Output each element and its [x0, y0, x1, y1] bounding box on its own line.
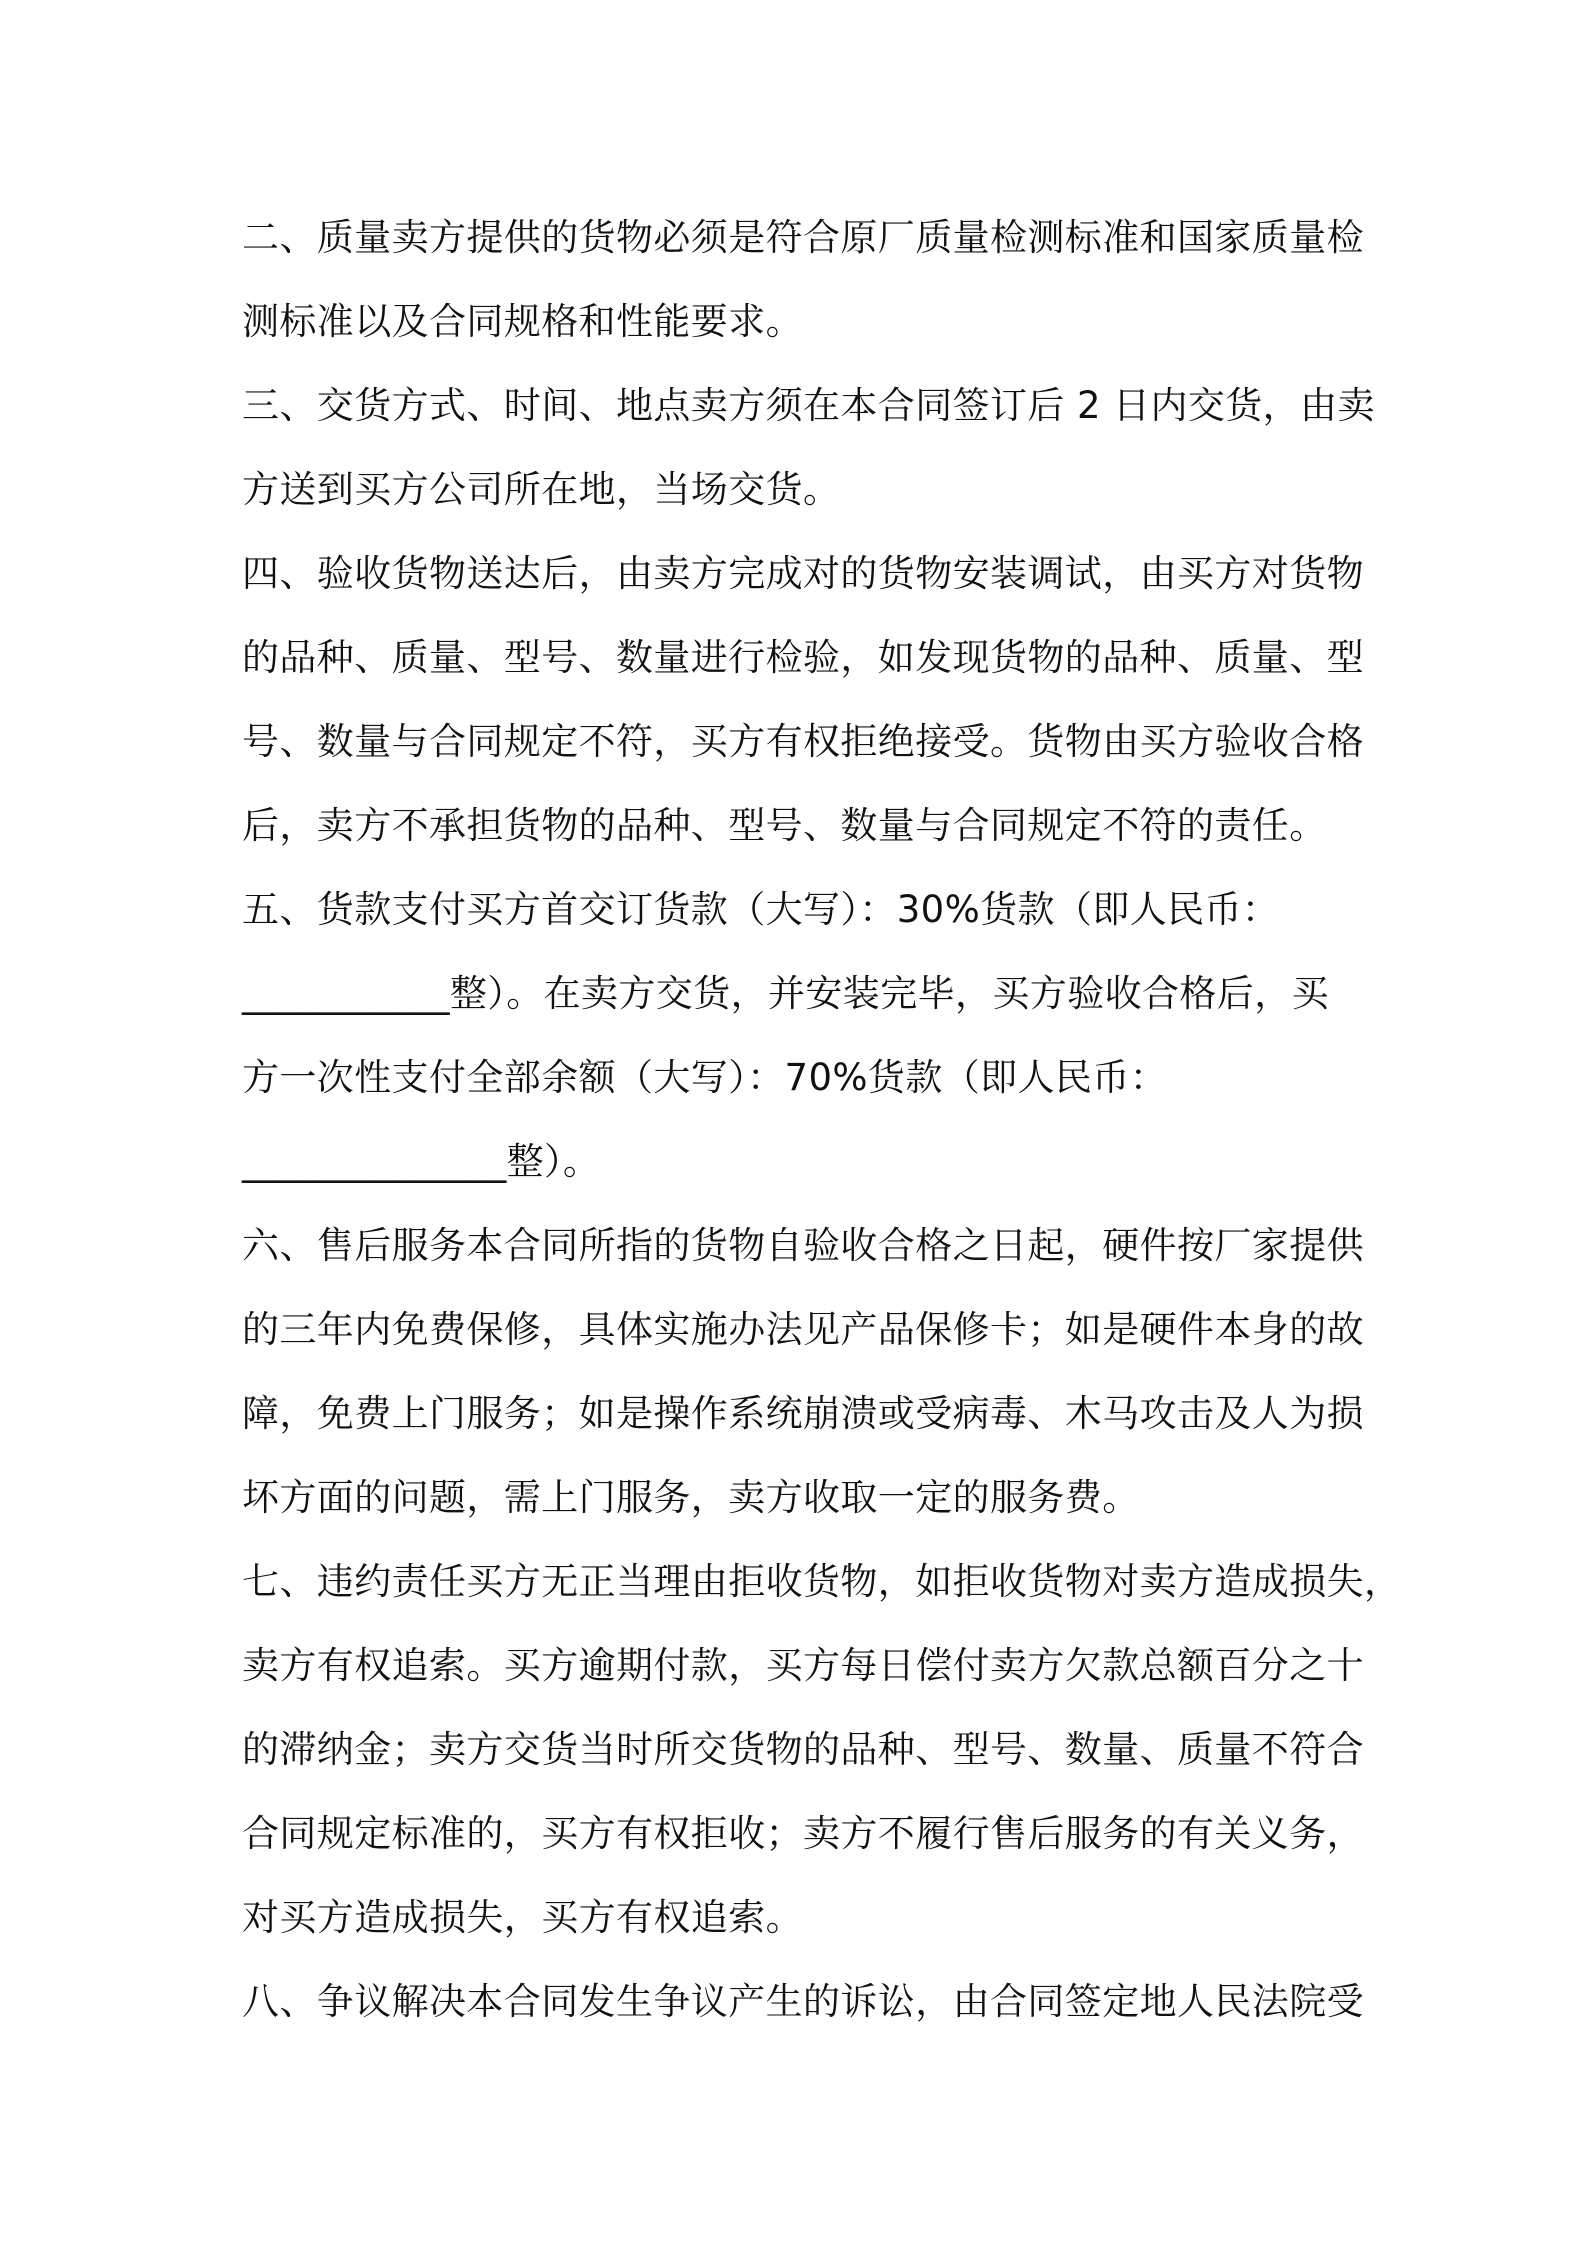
text-line: 测标准以及合同规格和性能要求。 — [242, 300, 803, 343]
text-line: 五、货款支付买方首交订货款（大写）：30%货款（即人民币： — [242, 888, 1280, 931]
text-line: 卖方有权追索。买方逾期付款，买方每日偿付卖方欠款总额百分之十 — [242, 1644, 1364, 1687]
text-line: 四、验收货物送达后，由卖方完成对的货物安装调试，由买方对货物 — [242, 552, 1364, 595]
text-line: 障，免费上门服务；如是操作系统崩溃或受病毒、木马攻击及人为损 — [242, 1392, 1364, 1435]
text-line: 坏方面的问题，需上门服务，卖方收取一定的服务费。 — [242, 1476, 1140, 1519]
text-line: 的品种、质量、型号、数量进行检验，如发现货物的品种、质量、型 — [242, 636, 1364, 679]
text-line: 对买方造成损失，买方有权追索。 — [242, 1896, 803, 1939]
text-line: 的三年内免费保修，具体实施办法见产品保修卡；如是硬件本身的故 — [242, 1308, 1364, 1351]
text-line: 七、违约责任买方无正当理由拒收货物，如拒收货物对卖方造成损失， — [242, 1560, 1402, 1603]
contract-text — [242, 196, 1402, 2044]
text-line: 三、交货方式、时间、地点卖方须在本合同签订后 2 日内交货，由卖 — [242, 384, 1375, 427]
text-line: 后，卖方不承担货物的品种、型号、数量与合同规定不符的责任。 — [242, 804, 1327, 847]
text-line: 六、售后服务本合同所指的货物自验收合格之日起，硬件按厂家提供 — [242, 1224, 1364, 1267]
text-line: 方送到买方公司所在地，当场交货。 — [242, 468, 841, 511]
text-line: ___________整）。在卖方交货，并安装完毕，买方验收合格后，买 — [242, 972, 1329, 1015]
text-line: 方一次性支付全部余额（大写）：70%货款（即人民币： — [242, 1056, 1168, 1099]
text-line: 二、质量卖方提供的货物必须是符合原厂质量检测标准和国家质量检 — [242, 216, 1364, 259]
text-line: 合同规定标准的，买方有权拒收；卖方不履行售后服务的有关义务， — [242, 1812, 1364, 1855]
text-line: 号、数量与合同规定不符，买方有权拒绝接受。货物由买方验收合格 — [242, 720, 1364, 763]
text-line: 的滞纳金；卖方交货当时所交货物的品种、型号、数量、质量不符合 — [242, 1728, 1364, 1771]
text-line: 八、争议解决本合同发生争议产生的诉讼，由合同签定地人民法院受 — [242, 1980, 1364, 2023]
text-line: ______________整）。 — [242, 1140, 601, 1183]
